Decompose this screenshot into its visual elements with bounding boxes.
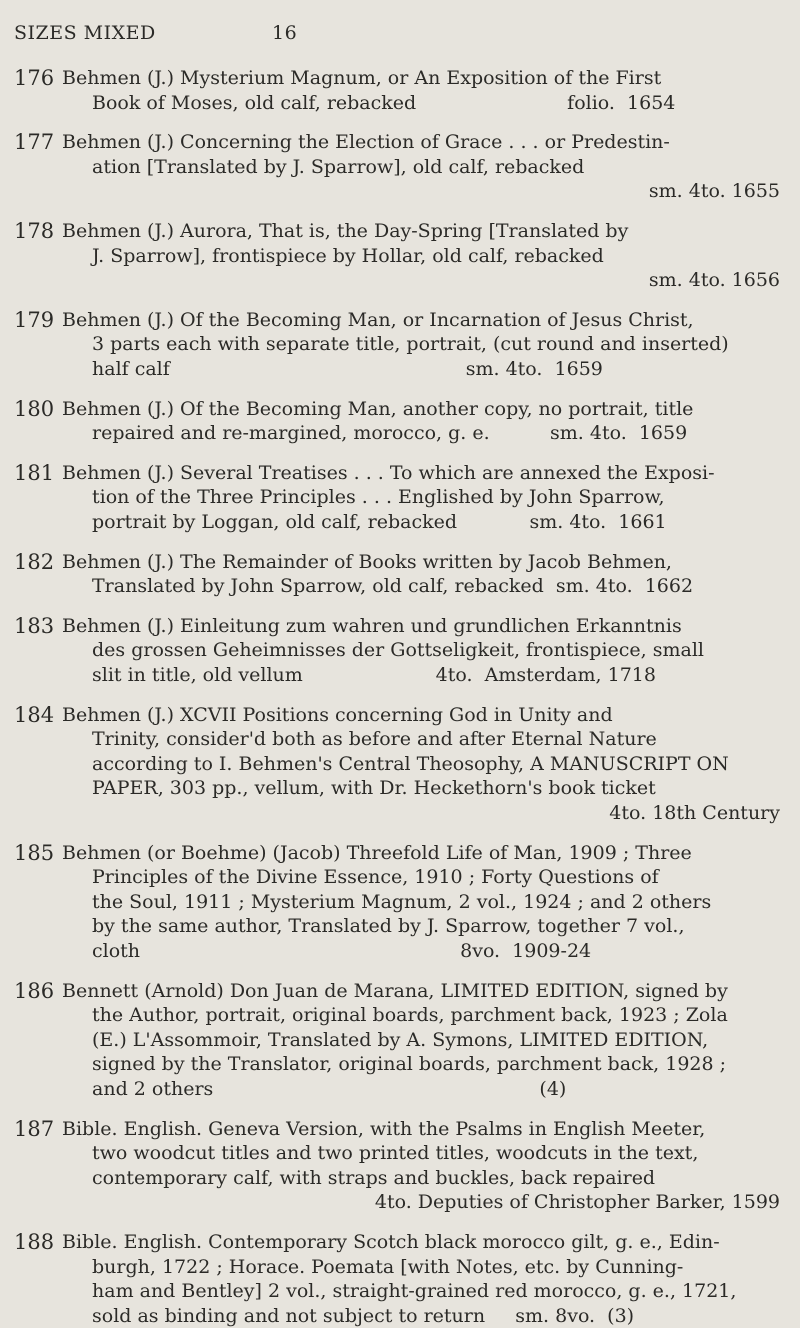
running-head: SIZES MIXED	[14, 22, 156, 44]
lot-line: 4to. Deputies of Christopher Barker, 1599	[374, 1191, 780, 1214]
lot-number: 181	[14, 460, 55, 485]
lot-line: tion of the Three Principles . . . Englished by John Sparrow,	[92, 486, 665, 509]
lot-line: Behmen (or Boehme) (Jacob) Threefold Life of Man, 1909 ; Three	[62, 841, 692, 864]
lot-line: Translated by John Sparrow, old calf, rebacked sm. 4to. 1662	[92, 575, 694, 598]
lot-description	[62, 130, 780, 204]
lot-line: Behmen (J.) Several Treatises . . . To which are annexed the Exposi-	[62, 461, 715, 484]
lot-line: Behmen (J.) Of the Becoming Man, another copy, no portrait, title	[62, 397, 694, 420]
lot-description	[62, 841, 780, 964]
lot-line: 4to. 18th Century	[609, 801, 780, 824]
lot-description	[62, 703, 780, 826]
lot-line: contemporary calf, with straps and buckles, back repaired	[92, 1166, 656, 1189]
lot-line: Behmen (J.) Mysterium Magnum, or An Exposition of the First	[62, 67, 662, 89]
lot-line: Behmen (J.) XCVII Positions concerning God in Unity and	[62, 703, 613, 726]
lot-number: 186	[14, 978, 55, 1003]
lot-description	[62, 308, 780, 382]
lot-description	[62, 66, 780, 115]
lot-line: the Soul, 1911 ; Mysterium Magnum, 2 vol., 1924 ; and 2 others	[92, 890, 712, 913]
lot-line: slit in title, old vellum 4to. Amsterdam, 1718	[92, 663, 656, 686]
lot-line: PAPER, 303 pp., vellum, with Dr. Heckethorn's book ticket	[92, 777, 656, 800]
lot-description	[62, 979, 780, 1102]
lot-line: portrait by Loggan, old calf, rebacked sm. 4to. 1661	[92, 510, 667, 533]
lot-line: Bible. English. Geneva Version, with the Psalms in English Meeter,	[62, 1117, 706, 1140]
lot-line: Book of Moses, old calf, rebacked folio. 1654	[92, 91, 676, 114]
lot-line: and 2 others (4)	[92, 1077, 567, 1100]
lot-line: Behmen (J.) Einleitung zum wahren und grundlichen Erkanntnis	[62, 614, 682, 637]
lot-line: Behmen (J.) Of the Becoming Man, or Incarnation of Jesus Christ,	[62, 308, 694, 331]
lot-description	[62, 219, 780, 293]
lot-line: the Author, portrait, original boards, parchment back, 1923 ; Zola	[92, 1004, 728, 1027]
lot-line: ham and Bentley] 2 vol., straight-grained red morocco, g. e., 1721,	[92, 1280, 737, 1303]
lot-line: half calf sm. 4to. 1659	[92, 357, 603, 380]
lot-line: Bible. English. Contemporary Scotch black morocco gilt, g. e., Edin-	[62, 1231, 720, 1253]
lot-number: 180	[14, 396, 55, 421]
lot-line: sold as binding and not subject to return sm. 8vo. (3)	[92, 1304, 635, 1327]
lot-line: Bennett (Arnold) Don Juan de Marana, LIMITED EDITION, signed by	[62, 979, 728, 1002]
lot-number: 187	[14, 1116, 55, 1141]
lot-line: burgh, 1722 ; Horace. Poemata [with Notes, etc. by Cunning-	[92, 1255, 684, 1278]
lot-description	[62, 614, 780, 688]
lot-number: 178	[14, 219, 55, 243]
lot-line: J. Sparrow], frontispiece by Hollar, old calf, rebacked	[92, 244, 604, 267]
lot-number: 184	[14, 702, 55, 727]
lot-description	[62, 461, 780, 535]
lot-number: 183	[14, 613, 55, 638]
lot-line: sm. 4to. 1655	[648, 180, 780, 203]
lot-line: Trinity, consider'd both as before and after Eternal Nature	[92, 728, 657, 751]
lot-line: (E.) L'Assommoir, Translated by A. Symons, LIMITED EDITION,	[92, 1028, 709, 1051]
lot-number: 176	[14, 66, 55, 90]
lot-line: sm. 4to. 1656	[648, 269, 780, 292]
lot-line: Principles of the Divine Essence, 1910 ; Forty Questions of	[92, 866, 659, 889]
lot-number: 177	[14, 130, 55, 155]
lot-number: 185	[14, 840, 55, 865]
lot-line: Behmen (J.) Aurora, That is, the Day-Spring [Translated by	[62, 220, 629, 242]
lot-line: Behmen (J.) The Remainder of Books written by Jacob Behmen,	[62, 550, 672, 573]
page-number: 16	[272, 22, 298, 44]
lot-line: Behmen (J.) Concerning the Election of Grace . . . or Predestin-	[62, 131, 670, 154]
lot-line: ation [Translated by J. Sparrow], old calf, rebacked	[92, 155, 585, 178]
lot-line: two woodcut titles and two printed titles, woodcuts in the text,	[92, 1142, 699, 1165]
lot-line: cloth 8vo. 1909-24	[92, 939, 592, 962]
lot-line: signed by the Translator, original boards, parchment back, 1928 ;	[92, 1053, 727, 1076]
lot-line: repaired and re-margined, morocco, g. e. sm. 4to. 1659	[92, 422, 688, 445]
lot-line: by the same author, Translated by J. Sparrow, together 7 vol.,	[92, 915, 685, 938]
lot-description	[62, 397, 780, 446]
lot-description	[62, 550, 780, 599]
lot-number: 188	[14, 1230, 55, 1254]
lot-line: according to I. Behmen's Central Theosophy, A MANUSCRIPT ON	[92, 752, 729, 775]
lot-number: 182	[14, 549, 55, 574]
lot-number: 179	[14, 307, 55, 332]
lot-description	[62, 1117, 780, 1215]
lot-line: des grossen Geheimnisses der Gottseligkeit, frontispiece, small	[92, 639, 704, 662]
lot-line: 3 parts each with separate title, portrait, (cut round and inserted)	[92, 333, 729, 356]
lot-description	[62, 1230, 780, 1328]
